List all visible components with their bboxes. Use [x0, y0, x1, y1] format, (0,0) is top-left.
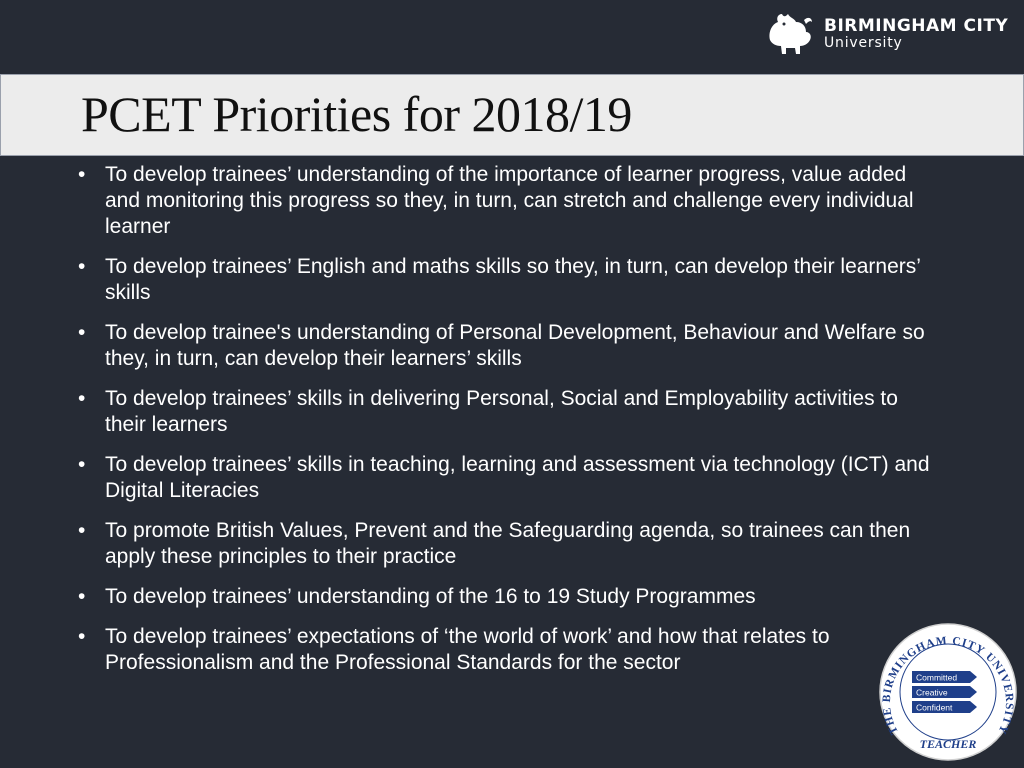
bullet-text: To develop trainees’ skills in teaching, learning and assessment via technology (ICT) and Digital Literacies	[105, 453, 930, 502]
badge-ribbons	[912, 671, 977, 713]
priorities-list	[78, 162, 938, 690]
title-band	[0, 74, 1024, 156]
badge-item-confident: Confident	[916, 702, 953, 713]
list-item	[78, 518, 938, 570]
list-item	[78, 584, 938, 610]
bullet-text: To develop trainees’ skills in delivering Personal, Social and Employability activities to their learners	[105, 387, 898, 436]
bullet-icon: •	[78, 387, 86, 410]
list-item	[78, 452, 938, 504]
lion-crest-icon	[764, 10, 816, 58]
bullet-text: To develop trainee's understanding of Personal Development, Behaviour and Welfare so they, in turn, can develop their learners’ skills	[105, 321, 925, 370]
slide-title: PCET Priorities for 2018/19	[81, 86, 632, 142]
bullet-text: To develop trainees’ understanding of the importance of learner progress, value added and monitoring this progress so they, in turn, can stretch and challenge every individual learner	[105, 163, 914, 238]
bullet-icon: •	[78, 585, 86, 608]
list-item	[78, 162, 938, 240]
badge-ring-textpath: THE BIRMINGHAM CITY UNIVERSITY	[880, 634, 1016, 737]
bullet-icon: •	[78, 255, 86, 278]
bullet-icon: •	[78, 321, 86, 344]
bullet-icon: •	[78, 519, 86, 542]
bullet-text: To develop trainees’ expectations of ‘the world of work’ and how that relates to Professionalism and the Professional Standards for the sector	[105, 625, 830, 674]
list-item	[78, 254, 938, 306]
logo-name: BIRMINGHAM CITY	[824, 15, 1009, 36]
bullet-icon: •	[78, 453, 86, 476]
teacher-badge	[878, 622, 1018, 762]
bullet-text: To develop trainees’ English and maths skills so they, in turn, can develop their learners’ skills	[105, 255, 921, 304]
bullet-text: To promote British Values, Prevent and the Safeguarding agenda, so trainees can then apply these principles to their practice	[105, 519, 911, 568]
list-item	[78, 624, 938, 676]
list-item	[78, 386, 938, 438]
badge-item-creative: Creative	[916, 687, 948, 698]
badge-item-committed: Committed	[916, 672, 958, 683]
bullet-icon: •	[78, 625, 86, 648]
badge-bottom-text: TEACHER	[919, 737, 977, 751]
logo-subtitle: University	[824, 34, 903, 51]
university-logo	[764, 10, 1008, 58]
list-item	[78, 320, 938, 372]
bullet-icon: •	[78, 163, 86, 186]
bullet-text: To develop trainees’ understanding of the 16 to 19 Study Programmes	[105, 585, 756, 608]
